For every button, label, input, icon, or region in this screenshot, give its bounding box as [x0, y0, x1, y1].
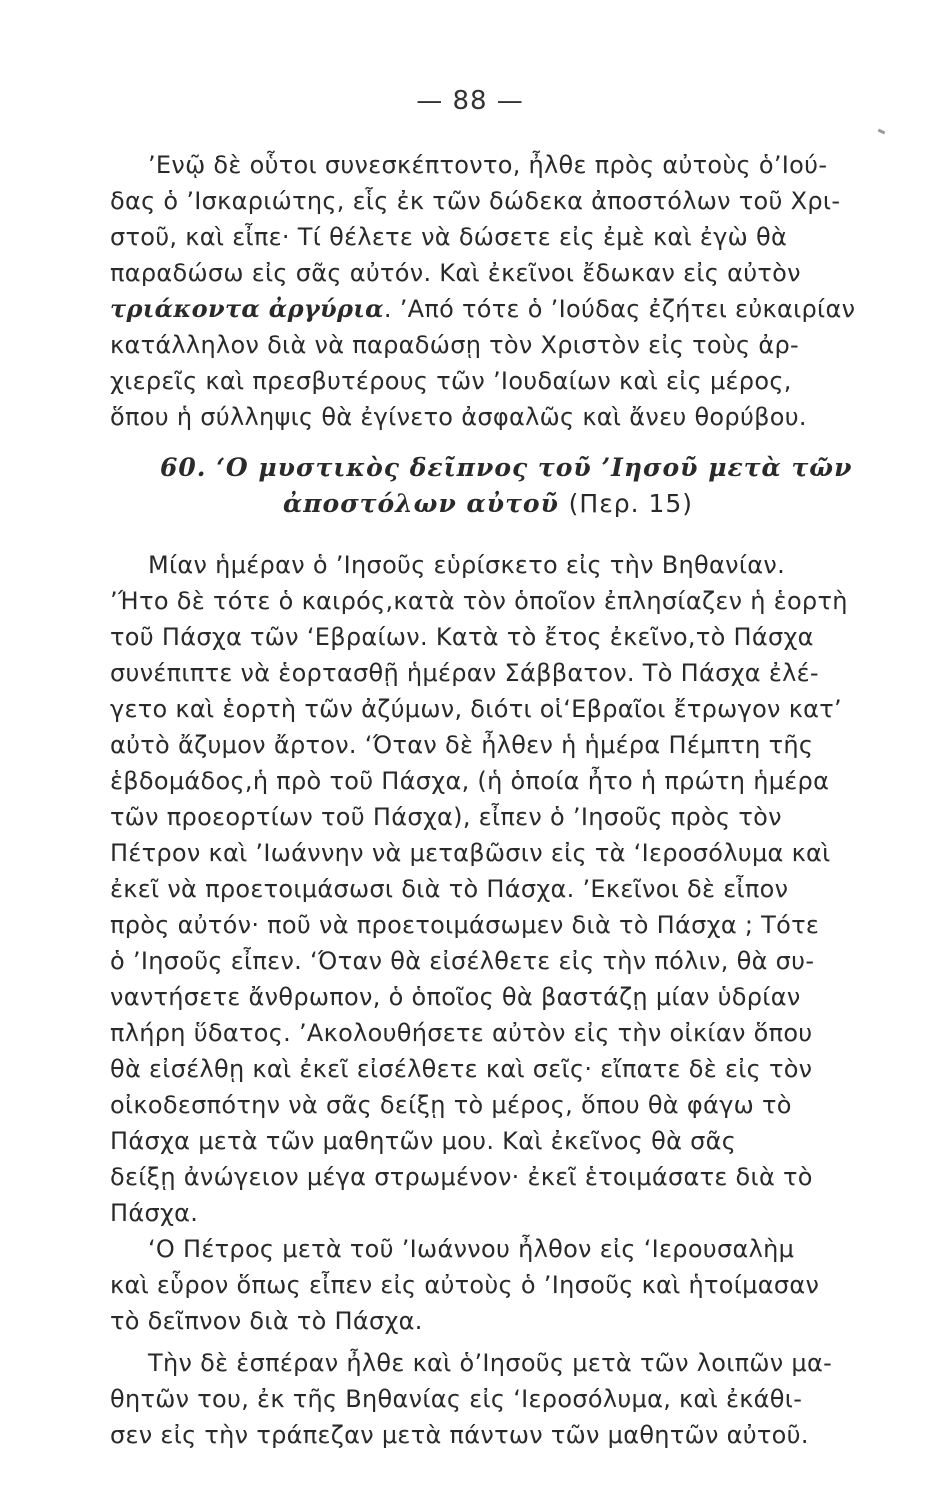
- text-line: αὐτὸ ἄζυμον ἄρτον. ‘Όταν δὲ ἦλθεν ἡ ἡμέρα Πέμπτη τῆς: [110, 731, 814, 759]
- text-line: ἐκεῖ νὰ προετοιμάσωσι διὰ τὸ Πάσχα. ’Εκεῖνοι δὲ εἶπον: [110, 875, 789, 903]
- text-line: ὁ ’Ιησοῦς εἶπεν. ‘Όταν θὰ εἰσέλθετε εἰς τὴν πόλιν, θὰ συ-: [110, 947, 815, 975]
- text-line: Τὴν δὲ ἑσπέραν ἦλθε καὶ ὁ’Ιησοῦς μετὰ τῶν λοιπῶν μα-: [148, 1349, 833, 1377]
- text-line: δείξῃ ἀνώγειον μέγα στρωμένον· ἐκεῖ ἑτοιμάσατε διὰ τὸ: [110, 1163, 813, 1191]
- text-line: ὅπου ἡ σύλληψις θὰ ἐγίνετο ἀσφαλῶς καὶ ἄνευ θορύβου.: [110, 403, 807, 431]
- text-line: Πέτρον καὶ ’Ιωάννην νὰ μεταβῶσιν εἰς τὰ ‘Ιεροσόλυμα καὶ: [110, 839, 831, 867]
- emphasized-phrase: τριάκοντα ἀργύρια: [110, 294, 384, 323]
- section-heading-line2: [283, 486, 693, 522]
- text-line: τὸ δεῖπνον διὰ τὸ Πάσχα.: [110, 1307, 423, 1335]
- scan-speck: [878, 129, 886, 135]
- text-line: δας ὁ ’Ισκαριώτης, εἷς ἐκ τῶν δώδεκα ἀποστόλων τοῦ Χρι-: [110, 187, 841, 215]
- text-line: τοῦ Πάσχα τῶν ‘Εβραίων. Κατὰ τὸ ἔτος ἐκεῖνο,τὸ Πάσχα: [110, 623, 814, 651]
- text-line: παραδώσω εἰς σᾶς αὐτόν. Καὶ ἐκεῖνοι ἔδωκαν εἰς αὐτὸν: [110, 259, 801, 287]
- text-line: γετο καὶ ἑορτὴ τῶν ἀζύμων, διότι οἱ‘Εβραῖοι ἔτρωγον κατ’: [110, 695, 842, 723]
- text-line: τῶν προεορτίων τοῦ Πάσχα), εἶπεν ὁ ’Ιησοῦς πρὸς τὸν: [110, 803, 782, 831]
- text-line: Πάσχα.: [110, 1199, 199, 1227]
- text-line: ’Ήτο δὲ τότε ὁ καιρός,κατὰ τὸν ὁποῖον ἐπλησίαζεν ἡ ἑορτὴ: [110, 587, 848, 615]
- text-line: κατάλληλον διὰ νὰ παραδώσῃ τὸν Χριστὸν εἰς τοὺς ἀρ-: [110, 331, 799, 359]
- page-number: — 88 —: [416, 86, 524, 116]
- text-line-rest: . ’Από τότε ὁ ’Ιούδας ἐζήτει εὐκαιρίαν: [383, 295, 856, 323]
- text-line: [110, 292, 855, 326]
- text-line: χιερεῖς καὶ πρεσβυτέρους τῶν ’Ιουδαίων καὶ εἰς μέρος,: [110, 367, 792, 395]
- text-line: οἰκοδεσπότην νὰ σᾶς δείξῃ τὸ μέρος, ὅπου θὰ φάγω τὸ: [110, 1091, 792, 1119]
- text-line: Μίαν ἡμέραν ὁ ’Ιησοῦς εὑρίσκετο εἰς τὴν Βηθανίαν.: [148, 551, 786, 579]
- text-line: θὰ εἰσέλθῃ καὶ ἐκεῖ εἰσέλθετε καὶ σεῖς· εἴπατε δὲ εἰς τὸν: [110, 1055, 813, 1083]
- text-line: ναντήσετε ἄνθρωπον, ὁ ὁποῖος θὰ βαστάζῃ μίαν ὑδρίαν: [110, 983, 801, 1011]
- text-line: στοῦ, καὶ εἶπε· Τί θέλετε νὰ δώσετε εἰς ἐμὲ καὶ ἐγὼ θὰ: [110, 223, 788, 251]
- text-line: θητῶν του, ἐκ τῆς Βηθανίας εἰς ‘Ιεροσόλυμα, καὶ ἐκάθι-: [110, 1385, 803, 1413]
- text-line: ‘Ο Πέτρος μετὰ τοῦ ’Ιωάννου ἦλθον εἰς ‘Ιερουσαλὴμ: [148, 1235, 795, 1263]
- section-reference: (Περ. 15): [568, 489, 694, 518]
- text-line: συνέπιπτε νὰ ἑορτασθῇ ἡμέραν Σάββατον. Τὸ Πάσχα ἐλέ-: [110, 659, 819, 687]
- text-line: καὶ εὗρον ὅπως εἶπεν εἰς αὐτοὺς ὁ ’Ιησοῦς καὶ ἡτοίμασαν: [110, 1271, 820, 1299]
- section-heading-text: ἀποστόλων αὐτοῦ: [283, 489, 559, 518]
- text-line: πλήρη ὕδατος. ’Ακολουθήσετε αὐτὸν εἰς τὴν οἰκίαν ὅπου: [110, 1019, 813, 1047]
- text-line: ’Ενῷ δὲ οὗτοι συνεσκέπτοντο, ἦλθε πρὸς αὐτοὺς ὁ’Ιού-: [148, 151, 828, 179]
- text-line: πρὸς αὐτόν· ποῦ νὰ προετοιμάσωμεν διὰ τὸ Πάσχα ; Τότε: [110, 911, 820, 939]
- text-line: Πάσχα μετὰ τῶν μαθητῶν μου. Καὶ ἐκεῖνος θὰ σᾶς: [110, 1127, 737, 1155]
- text-line: σεν εἰς τὴν τράπεζαν μετὰ πάντων τῶν μαθητῶν αὐτοῦ.: [110, 1421, 809, 1449]
- text-line: ἑβδομάδος,ἡ πρὸ τοῦ Πάσχα, (ἡ ὁποία ἦτο ἡ πρώτη ἡμέρα: [110, 767, 830, 795]
- section-heading: 60. ‘Ο μυστικὸς δεῖπνος τοῦ ’Ιησοῦ μετὰ τῶν: [160, 453, 853, 482]
